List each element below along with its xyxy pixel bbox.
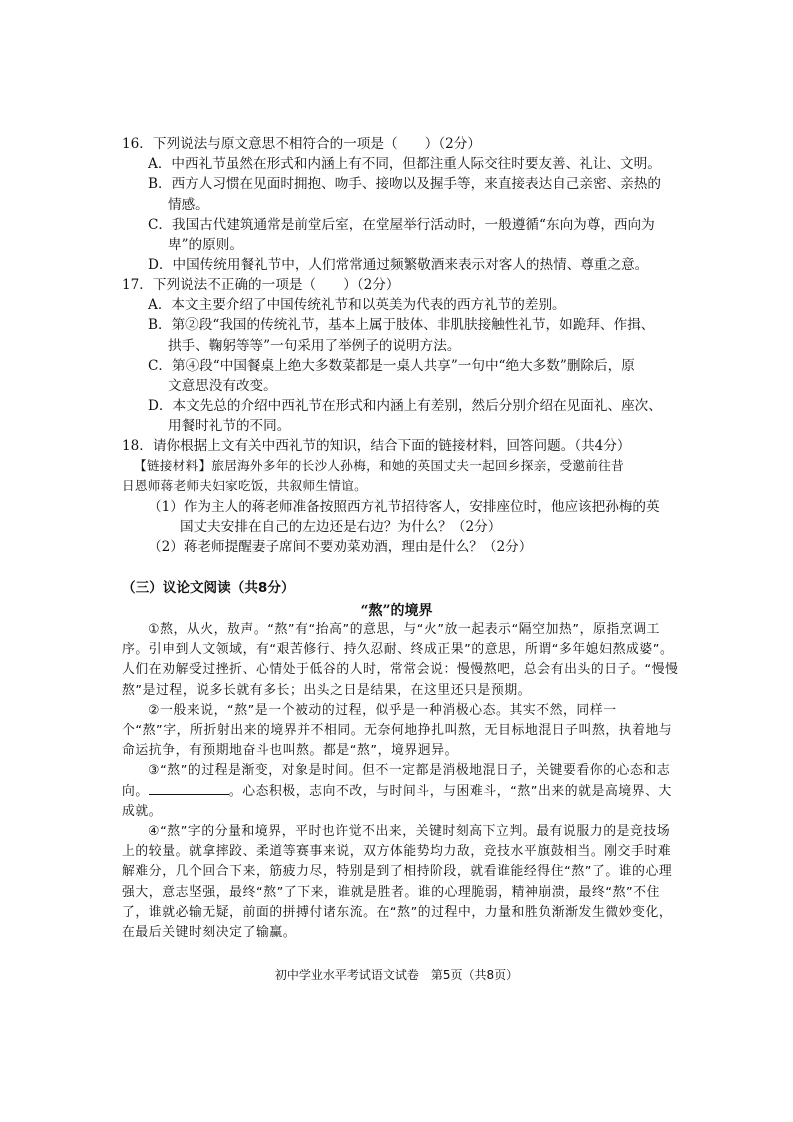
q16-stem: 16．下列说法与原文意思不相符合的一项是（ ）（2分） xyxy=(122,136,481,152)
q18-link-material-cont: 日恩师蒋老师夫妇家吃饭，共叙师生情谊。 xyxy=(122,478,367,494)
section-heading: （三）议论文阅读（共8分） xyxy=(122,580,295,596)
q17-option-c-cont: 文意思没有改变。 xyxy=(168,378,277,395)
q18-link-material: 【链接材料】旅居海外多年的长沙人孙梅，和她的英国丈夫一起回乡探亲，受邀前往昔 xyxy=(134,458,624,474)
q16-option-c-cont: 卑”的原则。 xyxy=(168,237,243,254)
q17-option-a: A．本文主要介绍了中国传统礼节和以英美为代表的西方礼节的差别。 xyxy=(148,297,566,314)
question-18 xyxy=(122,436,682,557)
q16-option-a: A．中西礼节虽然在形式和内涵上有不同，但都注重人际交往时要友善、礼让、文明。 xyxy=(148,156,661,173)
essay-body xyxy=(122,620,682,943)
q17-option-b: B．第②段“我国的传统礼节，基本上属于肢体、非肌肤接触性礼节，如跪拜、作揖、 xyxy=(148,317,655,334)
q17-option-b-cont: 拱手、鞠躬等等”一句采用了举例子的说明方法。 xyxy=(168,337,461,354)
q16-option-d: D．中国传统用餐礼节中，人们常常通过频繁敬酒来表示对客人的热情、尊重之意。 xyxy=(148,257,649,274)
essay-paragraph-3-part-2: 。心态积极，志向不改，与时间斗，与困难斗，“熬”出来的就是高境界、大成就。 xyxy=(122,783,672,819)
essay-paragraph-2: ②一般来说，“熬”是一个被动的过程，似乎是一种消极心态。其实不然，同样一个“熬”字，所折射出来的境界并不相同。无奈何地挣扎叫熬，无目标地混日子叫熬，执着地与命运抗争，有预期地奋斗也叫熬。都是“熬”，境界迥异。 xyxy=(122,702,673,759)
q16-option-b-cont: 情感。 xyxy=(168,196,209,213)
q18-sub-2: （2）蒋老师提醒妻子席间不要劝菜劝酒，理由是什么？（2分） xyxy=(148,539,533,556)
question-17 xyxy=(122,275,682,437)
essay-paragraph-3-part-1: ③“熬”的过程是渐变，对象是时间。但不一定都是消极地混日子，关键要看你的心态和志向。 xyxy=(122,763,671,799)
q18-sub-1: （1）作为主人的蒋老师准备按照西方礼节招待客人，安排座位时，他应该把孙梅的英 xyxy=(148,498,660,515)
q17-option-d-cont: 用餐时礼节的不同。 xyxy=(168,418,291,435)
q17-stem: 17．下列说法不正确的一项是（ ）（2分） xyxy=(122,277,400,293)
q16-option-b: B．西方人习惯在见面时拥抱、吻手、接吻以及握手等，来直接表达自己亲密、亲热的 xyxy=(148,176,661,193)
fill-in-blank[interactable] xyxy=(149,782,229,795)
q18-stem: 18．请你根据上文有关中西礼节的知识，结合下面的链接材料，回答问题。（共4分） xyxy=(122,438,631,454)
question-16 xyxy=(122,134,682,275)
essay-title: “熬”的境界 xyxy=(360,603,433,619)
q17-option-c: C．第④段“中国餐桌上绝大多数菜都是一桌人共享”一句中“绝大多数”删除后，原 xyxy=(148,357,635,374)
essay-paragraph-3 xyxy=(122,761,682,822)
essay-paragraph-4: ④“熬”字的分量和境界，平时也许觉不出来，关键时刻高下立判。最有说服力的是竞技场上的较量。就拿摔跤、柔道等赛事来说，双方体能势均力敌，竞技水平旗鼓相当。刚交手时难解难分，几个回合下来，筋疲力尽，特别是到了相持阶段，就看谁能经得住“熬”了。谁的心理强大，意志坚强，最终“熬”了下来，谁就是胜者。谁的心理脆弱，精神崩溃，最终“熬”不住了，谁就必输无疑，前面的拼搏付诸东流。在“熬”的过程中，力量和胜负渐渐发生微妙变化，在最后关键时刻决定了输赢。 xyxy=(122,824,673,941)
page-footer: 初中学业水平考试语文试卷 第5页（共8页） xyxy=(274,968,519,982)
q16-option-c: C．我国古代建筑通常是前堂后室，在堂屋举行活动时，一般遵循“东向为尊，西向为 xyxy=(148,216,655,233)
q18-sub-1-cont: 国丈夫安排在自己的左边还是右边？为什么？（2分） xyxy=(180,518,502,535)
essay-paragraph-1: ①熬，从火，敖声。“熬”有“抬高”的意思，与“火”放一起表示“隔空加热”，原指烹调工序。引申到人文领域，有“艰苦修行、持久忍耐、终成正果”的意思，所谓“多年媳妇熬成婆”。人们在劝解受过挫折、心情处于低谷的人时，常常会说：慢慢熬吧，总会有出头的日子。“慢慢熬”是过程，说多长就有多长；出头之日是结果，在这里还只是预期。 xyxy=(122,622,679,698)
q17-option-d: D．本文先总的介绍中西礼节在形式和内涵上有差别，然后分别介绍在见面礼、座次、 xyxy=(148,398,662,415)
